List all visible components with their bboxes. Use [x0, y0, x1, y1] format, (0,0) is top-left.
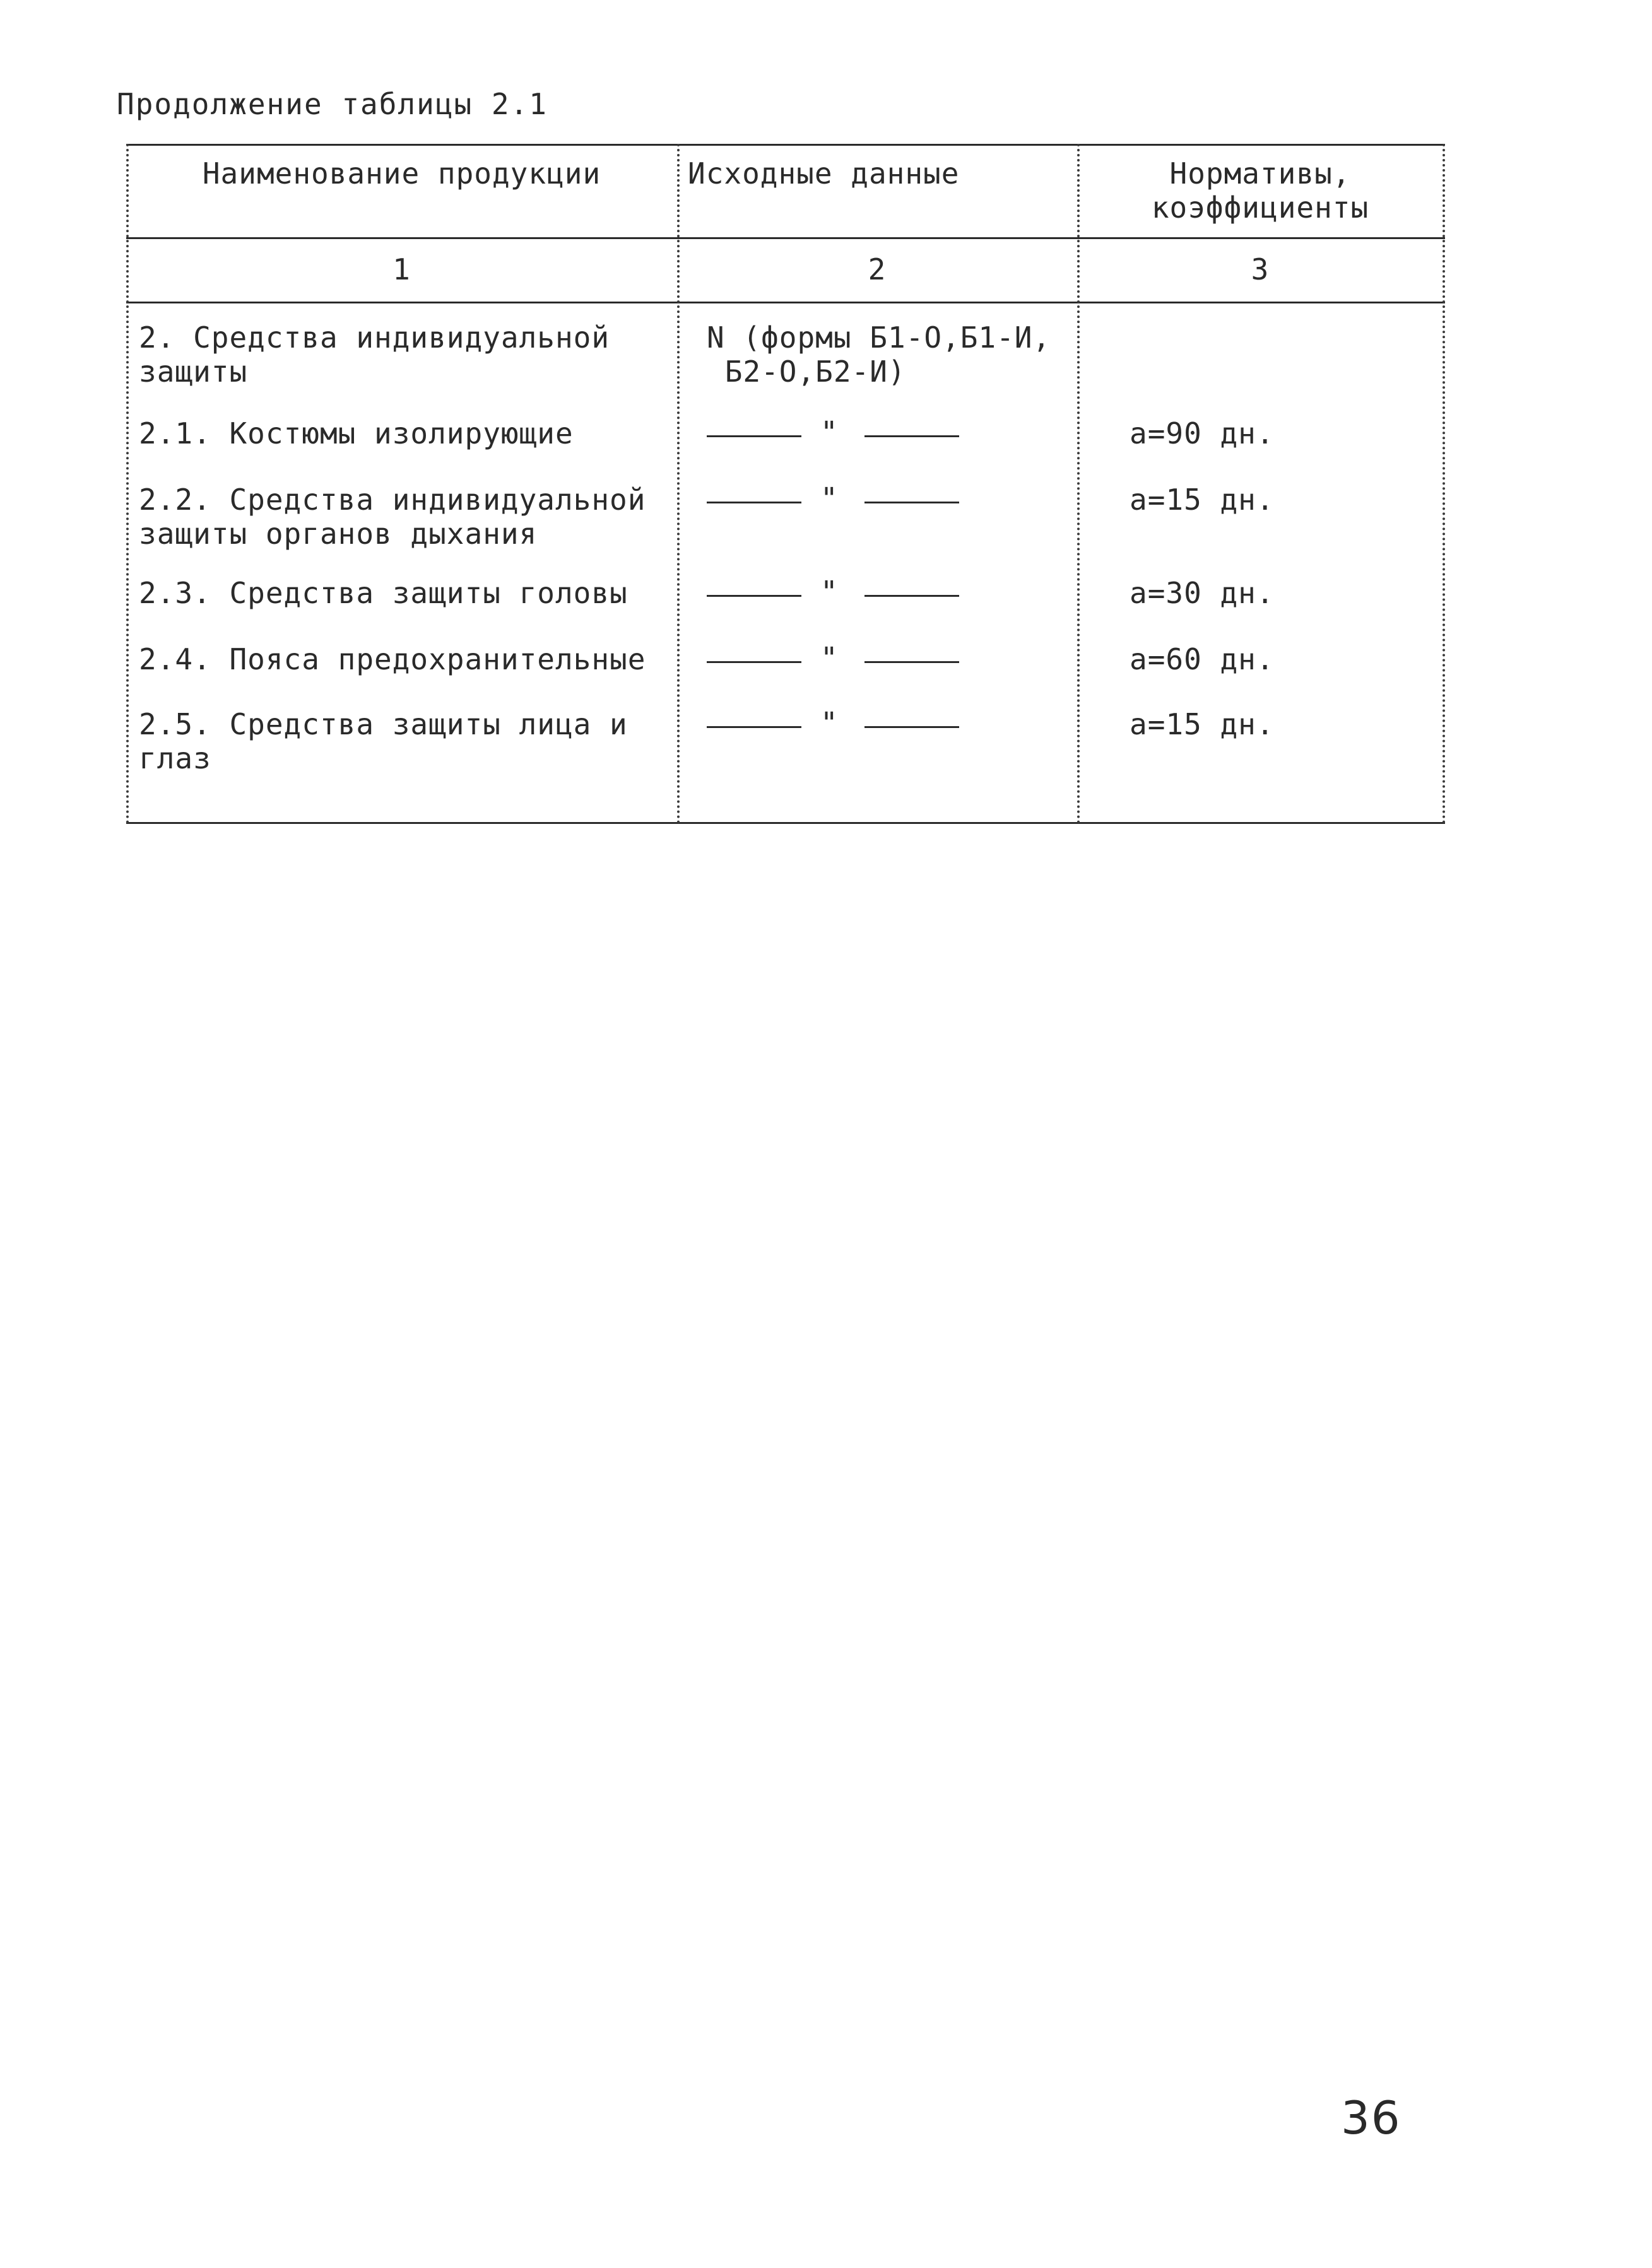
column-divider-2: [1077, 144, 1080, 824]
row-name: 2. Средства индивидуальной защиты: [139, 320, 610, 389]
table-top-border: [126, 144, 1445, 146]
table-right-border: [1443, 144, 1445, 824]
ditto-mark: ": [707, 642, 959, 680]
row-name: 2.5. Средства защиты лица и глаз: [139, 707, 628, 775]
row-source: N (формы Б1-О,Б1-И, Б2-О,Б2-И): [707, 320, 1051, 389]
ditto-mark: ": [707, 416, 959, 454]
header-source-data: Исходные данные: [688, 156, 960, 191]
ditto-mark: ": [707, 483, 959, 520]
page-number: 36: [1341, 2091, 1401, 2144]
column-divider-1: [677, 144, 680, 824]
row-norm: а=60 дн.: [1130, 642, 1275, 676]
header-norms: Нормативы, коэффициенты: [1151, 156, 1369, 225]
row-name: 2.1. Костюмы изолирующие: [139, 416, 574, 450]
table-bottom-border: [126, 822, 1445, 824]
row-name: 2.3. Средства защиты головы: [139, 576, 628, 610]
header-product-name: Наименование продукции: [202, 156, 601, 191]
ditto-mark: ": [707, 707, 959, 745]
row-norm: а=90 дн.: [1130, 416, 1275, 450]
header-divider: [126, 237, 1445, 239]
column-number-3: 3: [1251, 252, 1270, 286]
ditto-mark: ": [707, 576, 959, 614]
row-norm: а=15 дн.: [1130, 483, 1275, 517]
data-table: [126, 144, 1445, 824]
row-norm: а=30 дн.: [1130, 576, 1275, 610]
row-name: 2.2. Средства индивидуальной защиты органов дыхания: [139, 483, 646, 551]
table-caption: Продолжение таблицы 2.1: [117, 87, 548, 121]
column-number-1: 1: [392, 252, 411, 286]
table-left-border: [126, 144, 129, 824]
row-norm: а=15 дн.: [1130, 707, 1275, 741]
row-name: 2.4. Пояса предохранительные: [139, 642, 646, 676]
column-numbers-divider: [126, 302, 1445, 303]
column-number-2: 2: [868, 252, 887, 286]
